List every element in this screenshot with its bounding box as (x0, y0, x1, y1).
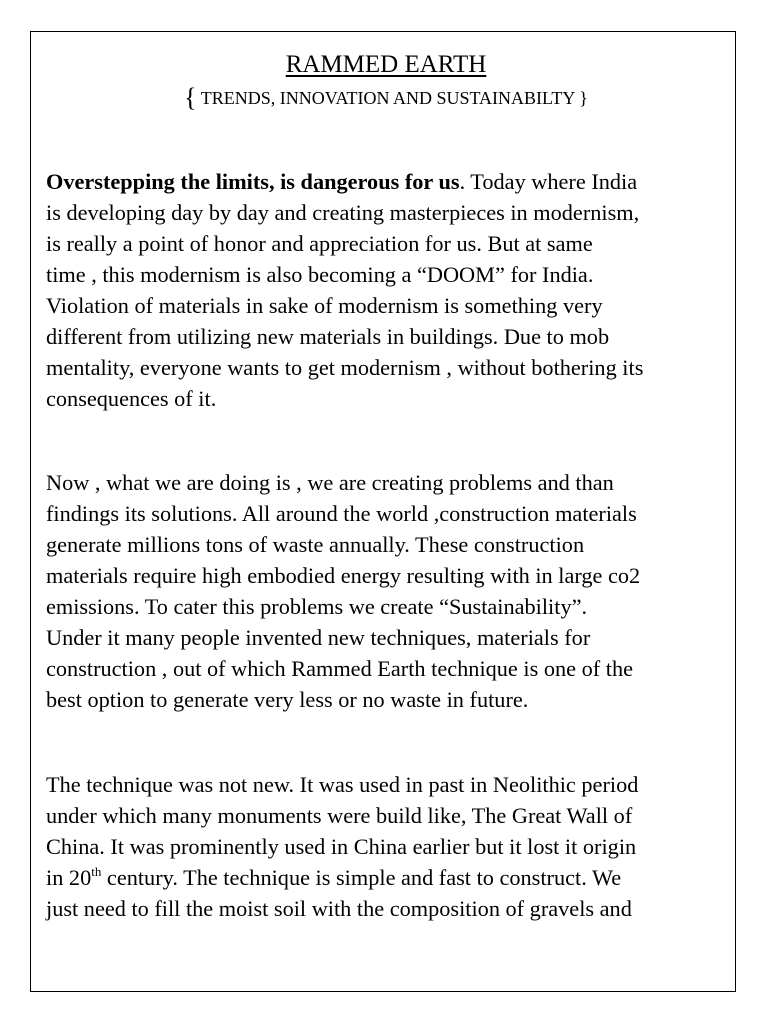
paragraph-3-line (46, 862, 726, 893)
paragraph-1-lead-bold: Overstepping the limits, is dangerous for us (46, 169, 460, 194)
paragraph-1-line (46, 166, 726, 197)
paragraph-1-line: is really a point of honor and appreciation for us. But at same (46, 231, 593, 256)
paragraph-3-line: just need to fill the moist soil with the composition of gravels and (46, 896, 632, 921)
paragraph-3-line4-after: century. The technique is simple and fast to construct. We (101, 865, 622, 890)
paragraph-3 (46, 769, 726, 924)
paragraph-1 (46, 166, 726, 414)
paragraph-2 (46, 467, 726, 715)
subtitle-open-brace: { (184, 83, 197, 112)
paragraph-3-line: under which many monuments were build like, The Great Wall of (46, 803, 633, 828)
paragraph-2-line: emissions. To cater this problems we create “Sustainability”. (46, 594, 588, 619)
paragraph-3-line: China. It was prominently used in China earlier but it lost it origin (46, 834, 637, 859)
paragraph-1-line: different from utilizing new materials in buildings. Due to mob (46, 324, 610, 349)
paragraph-2-line: findings its solutions. All around the world ,construction materials (46, 501, 637, 526)
paragraph-2-line: Under it many people invented new techniques, materials for (46, 625, 591, 650)
document-subtitle (46, 82, 726, 114)
paragraph-1-line: time , this modernism is also becoming a “DOOM” for India. (46, 262, 594, 287)
paragraph-1-line: consequences of it. (46, 386, 217, 411)
paragraph-2-line: Now , what we are doing is , we are creating problems and than (46, 470, 614, 495)
document-title: RAMMED EARTH (285, 51, 487, 78)
paragraph-1-line: mentality, everyone wants to get modernism , without bothering its (46, 355, 644, 380)
paragraph-2-line: generate millions tons of waste annually. These construction (46, 532, 585, 557)
subtitle-text: TRENDS, INNOVATION AND SUSTAINABILTY (196, 88, 580, 108)
paragraph-2-line: construction , out of which Rammed Earth technique is one of the (46, 656, 634, 681)
paragraph-2-line: materials require high embodied energy resulting with in large co2 (46, 563, 641, 588)
paragraph-2-line: best option to generate very less or no waste in future. (46, 687, 529, 712)
paragraph-1-line: is developing day by day and creating masterpieces in modernism, (46, 200, 640, 225)
subtitle-close-brace: } (579, 88, 588, 108)
paragraph-1-line1-rest: . Today where India (459, 169, 638, 194)
document-body (46, 48, 726, 924)
paragraph-3-line4-before: in 20 (46, 865, 92, 890)
paragraph-1-line: Violation of materials in sake of modernism is something very (46, 293, 603, 318)
ordinal-superscript: th (91, 864, 102, 879)
paragraph-3-line: The technique was not new. It was used in past in Neolithic period (46, 772, 639, 797)
